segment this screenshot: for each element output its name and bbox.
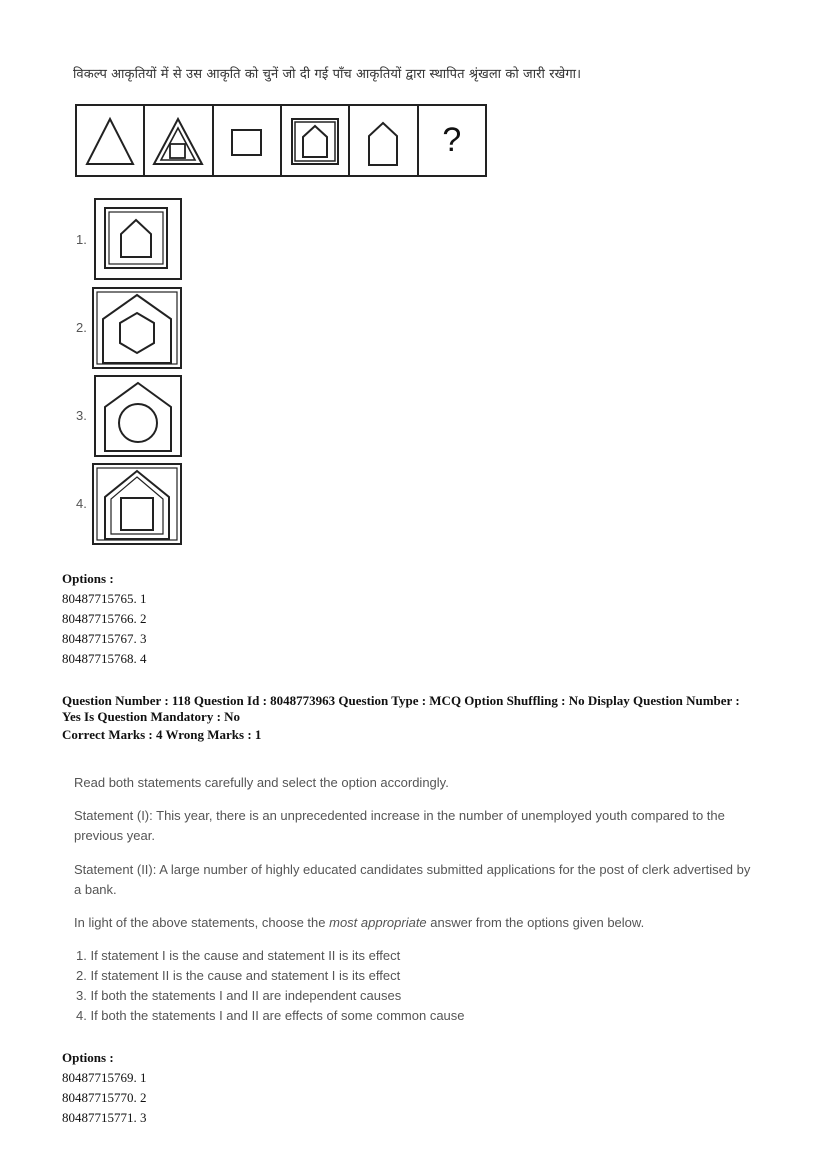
choice-1: 1. If statement I is the cause and statement II is its effect xyxy=(76,948,401,963)
option-2-2[interactable]: 80487715770. 2 xyxy=(62,1090,147,1105)
series-figure-question-mark: ? xyxy=(442,121,462,159)
series-figure-pentagon-in-square xyxy=(282,106,350,175)
option-3[interactable]: 80487715767. 3 xyxy=(62,631,147,646)
choice-2: 2. If statement II is the cause and statement I is its effect xyxy=(76,968,401,983)
answer-figure-1[interactable] xyxy=(94,198,182,280)
answer-figure-label-3: 3. xyxy=(76,408,87,423)
statement-1-line1: Statement (I): This year, there is an unprecedented increase in the number of unemployed youth compared to the xyxy=(74,808,725,823)
option-1[interactable]: 80487715765. 1 xyxy=(62,591,147,606)
series-figure-triangle xyxy=(77,106,145,175)
options-heading-2: Options : xyxy=(62,1050,114,1065)
question-instruction: In light of the above statements, choose the most appropriate answer from the options given below. xyxy=(74,915,645,930)
options-heading: Options : xyxy=(62,571,114,586)
statement-2-line1: Statement (II): A large number of highly educated candidates submitted applications for the post of clerk advertised by xyxy=(74,862,751,877)
answer-figure-4[interactable] xyxy=(92,463,182,545)
option-2-3[interactable]: 80487715771. 3 xyxy=(62,1110,147,1125)
question-marks: Correct Marks : 4 Wrong Marks : 1 xyxy=(62,727,262,742)
option-2-1[interactable]: 80487715769. 1 xyxy=(62,1070,147,1085)
answer-figure-label-2: 2. xyxy=(76,320,87,335)
question-meta-line2: Yes Is Question Mandatory : No xyxy=(62,709,241,724)
statement-2-line2: a bank. xyxy=(74,882,117,897)
option-4[interactable]: 80487715768. 4 xyxy=(62,651,147,666)
option-2[interactable]: 80487715766. 2 xyxy=(62,611,147,626)
answer-figure-label-1: 1. xyxy=(76,232,87,247)
answer-figure-2[interactable] xyxy=(92,287,182,369)
question-meta-line1: Question Number : 118 Question Id : 8048773963 Question Type : MCQ Option Shuffling : No Display Question Number : xyxy=(62,693,740,708)
choice-3: 3. If both the statements I and II are independent causes xyxy=(76,988,402,1003)
figure-series xyxy=(75,104,487,177)
answer-figure-3[interactable] xyxy=(94,375,182,457)
question-intro: Read both statements carefully and select the option accordingly. xyxy=(74,775,449,790)
choice-4: 4. If both the statements I and II are effects of some common cause xyxy=(76,1008,465,1023)
question-instruction-hindi: विकल्प आकृतियों में से उस आकृति को चुनें जो दी गई पाँच आकृतियों द्वारा स्थापित श्रृंखला को जारी रखेगा। xyxy=(73,67,582,82)
emphasis-text: most appropriate xyxy=(329,915,427,930)
statement-1-line2: previous year. xyxy=(74,828,155,843)
series-figure-triangle-with-square xyxy=(145,106,213,175)
answer-figure-label-4: 4. xyxy=(76,496,87,511)
series-figure-square xyxy=(214,106,282,175)
series-figure-pentagon xyxy=(350,106,418,175)
